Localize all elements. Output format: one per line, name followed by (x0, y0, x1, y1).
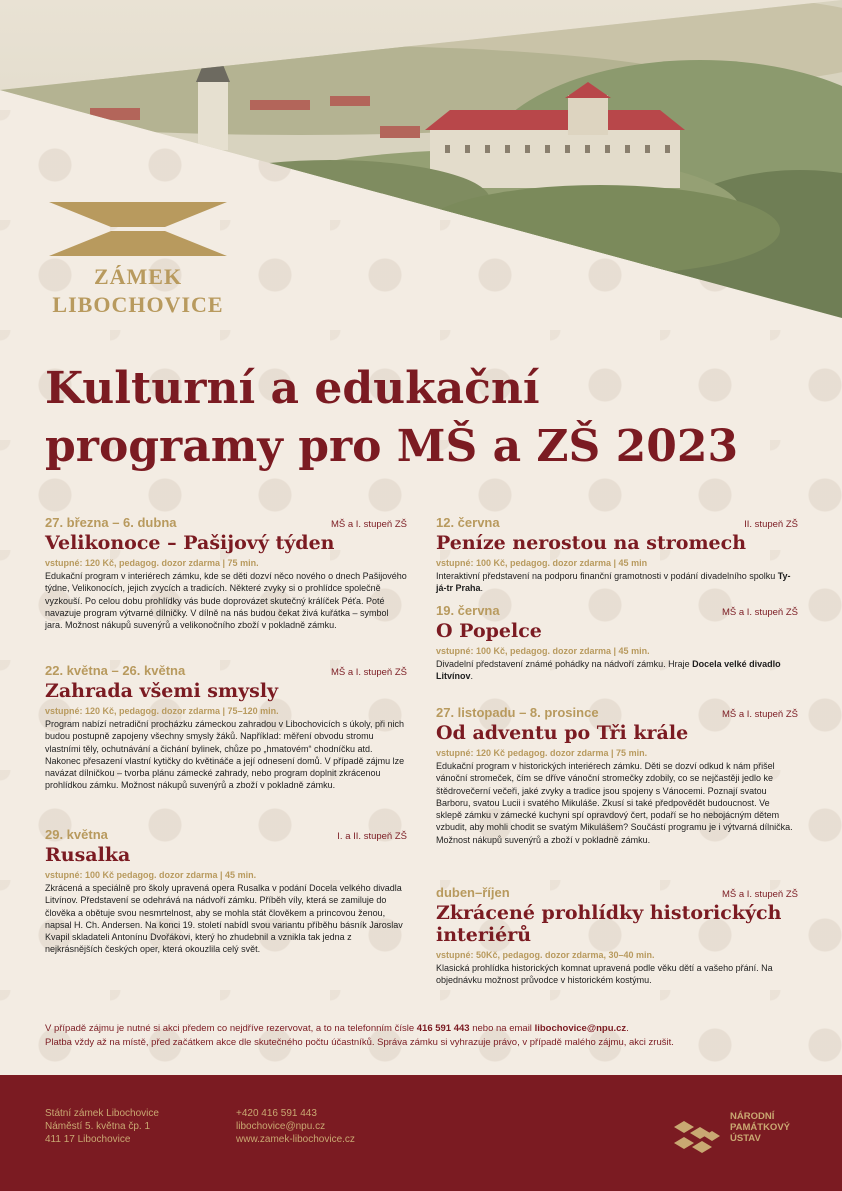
program-date: 29. května (45, 827, 108, 842)
logo-line-2: LIBOCHOVICE (52, 292, 224, 317)
program-price: vstupné: 120 Kč, pedagog. dozor zdarma | 75 min. (45, 558, 259, 568)
program-cinderella (436, 603, 798, 705)
castle-logo (47, 200, 229, 317)
program-price: vstupné: 100 Kč, pedagog. dozor zdarma | 45 min. (436, 646, 650, 656)
program-description: Interaktivní představení na podporu finanční gramotnosti v podání divadelního spolku Ty-já-tr Praha. (436, 571, 791, 594)
program-description: Program nabízí netradiční procházku zámeckou zahradou v Libochovicích s úkoly, při nich budou postupně zapojeny všechny smysly žáků. Například: měření obvodu stromu vlastními těly, ochutnávání a čichání bylinek, chůze po „hmatovém“ chodníčku atd. Nakonec přesazení vlastní kytičky do květináče a její odnesení domů. V případě zájmu lze navázat dílničkou – tvorba plánu zámecké zahrady, nebo program doplnit zkrácenou prohlídkou zámku. Možnost nákupů suvenýrů a zboží v pokladně zámku. (45, 719, 405, 791)
program-money (436, 515, 798, 603)
npu-name: NÁRODNÍ PAMÁTKOVÝ ÚSTAV (730, 1111, 790, 1144)
footer-email[interactable]: libochovice@npu.cz (236, 1121, 326, 1132)
program-level: I. a II. stupeň ZŠ (337, 831, 407, 842)
hourglass-logo-icon (47, 200, 229, 260)
payment-note: Platba vždy až na místě, před začátkem akce dle skutečného počtu účastníků. Správa zámku si vyhrazuje právo, v případě malého zájmu, akci zrušit. (45, 1036, 674, 1048)
program-title: Rusalka (45, 844, 131, 866)
program-date: 27. března – 6. dubna (45, 515, 177, 530)
reservation-phone[interactable]: 416 591 443 (416, 1023, 470, 1034)
program-title: Zkrácené prohlídky historických interiérů (436, 902, 782, 946)
program-rusalka (45, 827, 407, 956)
reservation-note: V případě zájmu je nutné si akci předem co nejdříve rezervovat, a to na telefonním čísle 416 591 443 nebo na email libochovice@npu.cz. Platba vždy až na místě, před začátkem akce dle skutečného počtu účastníků. Správa zámku si vyhrazuje právo, v případě malého zájmu, akci zrušit. (45, 1023, 674, 1048)
page-title (45, 360, 805, 476)
program-tours (436, 885, 798, 987)
program-price: vstupné: 50Kč, pedagog. dozor zdarma, 30–40 min. (436, 950, 655, 960)
program-level: MŠ a I. stupeň ZŠ (330, 519, 407, 530)
program-title: Peníze nerostou na stromech (436, 532, 747, 554)
title-line-1: Kulturní a edukační (45, 363, 540, 414)
programs-left-column (45, 515, 407, 956)
program-easter (45, 515, 407, 663)
program-title: Velikonoce – Pašijový týden (45, 532, 335, 554)
program-level: II. stupeň ZŠ (744, 519, 798, 530)
program-price: vstupné: 120 Kč pedagog. dozor zdarma | 75 min. (436, 748, 648, 758)
program-level: MŠ a I. stupeň ZŠ (721, 889, 798, 900)
program-description: Zkrácená a speciálně pro školy upravená opera Rusalka v podání Docela velkého divadla Litvínov. Představení se odehrává na nádvoří zámku. Příběh víly, která se zamiluje do člověka a obětuje svou nesmrtelnost, aby se mohla stát člověkem a princovou ženou, napsal H. Ch. Andersen. Na konci 19. století nabídl svou variantu příběhu básník Jaroslav Kvapil skladateli Antonínu Dvořákovi, který ho zhudebnil a vznikla tak jedna z nejkrásnějších českých oper, která okouzlila celý svět. (45, 883, 403, 955)
footer-website-link[interactable]: www.zamek-libochovice.cz (236, 1134, 355, 1145)
npu-logo-icon (668, 1117, 724, 1157)
programs-right-column (436, 515, 798, 987)
program-title: Od adventu po Tři krále (436, 722, 689, 744)
program-date: 27. listopadu – 8. prosince (436, 705, 599, 720)
program-price: vstupné: 120 Kč, pedagog. dozor zdarma | 75–120 min. (45, 706, 279, 716)
program-date: 22. května – 26. května (45, 663, 186, 678)
program-date: 19. června (436, 603, 500, 618)
npu-logo (668, 1111, 788, 1161)
program-level: MŠ a I. stupeň ZŠ (721, 607, 798, 618)
reservation-email[interactable]: libochovice@npu.cz (534, 1023, 627, 1034)
footer (0, 1075, 842, 1191)
program-description: Edukační program v interiérech zámku, kde se děti dozví něco nového o dnech Pašijového týdne, Velikonocích, jejich zvycích a tradicích. Některé zvyky si o prohlídce společně vyzkouší. Po celou dobu prohlídky vás bude doprovázet skutečný králíček Péťa. Poté navazuje program výtvarné dílničky. V dílně na nás budou čekat živá kuřátka – symbol jara. Možnost nákupů suvenýrů a velikonočního zboží v pokladně zámku. (45, 571, 407, 631)
footer-contact (236, 1107, 355, 1146)
program-level: MŠ a I. stupeň ZŠ (330, 667, 407, 678)
program-level: MŠ a I. stupeň ZŠ (721, 709, 798, 720)
program-description: Edukační program v historických interiérech zámku. Děti se dozví odkud k nám přišel vánoční stromeček, čím se dříve vánoční stromečky zdobily, co se nejčastěji jedlo ke štědrovečerní večeři, jaké zvyky a tradice jsou spojeny s Vánocemi. Poznají svatou Barboru, svatou Lucii i svatého Mikuláše. Zkusí si také předpovědět budoucnost. Ve sklepě zámku v zámecké kuchyni spí opravdový čert, podaří se ho nebojácným dětem vzbudit, aby mohli chodit se svatým Mikulášem? Součástí programu je i výtvarná dílnička. Možnost nákupů suvenýrů a zboží v pokladně zámku. (436, 761, 793, 845)
program-description: Divadelní představení známé pohádky na nádvoří zámku. Hraje Docela velké divadlo Litvínov. (436, 659, 781, 682)
program-price: vstupné: 100 Kč, pedagog. dozor zdarma | 45 min (436, 558, 648, 568)
program-title: O Popelce (436, 620, 542, 642)
title-line-2: programy pro MŠ a ZŠ 2023 (45, 421, 739, 472)
program-date: 12. června (436, 515, 500, 530)
program-title: Zahrada všemi smysly (45, 680, 279, 702)
program-date: duben–říjen (436, 885, 510, 900)
program-advent (436, 705, 798, 885)
program-garden (45, 663, 407, 827)
footer-phone[interactable]: +420 416 591 443 (236, 1108, 317, 1119)
program-description: Klasická prohlídka historických komnat upravená podle věku dětí a vašeho přání. Na objednávku možnost průvodce v historickém kostýmu. (436, 963, 773, 986)
program-price: vstupné: 100 Kč pedagog. dozor zdarma | 45 min. (45, 870, 257, 880)
footer-address: Státní zámek Libochovice Náměstí 5. května čp. 1 411 17 Libochovice (45, 1108, 159, 1145)
logo-line-1: ZÁMEK (93, 264, 183, 289)
